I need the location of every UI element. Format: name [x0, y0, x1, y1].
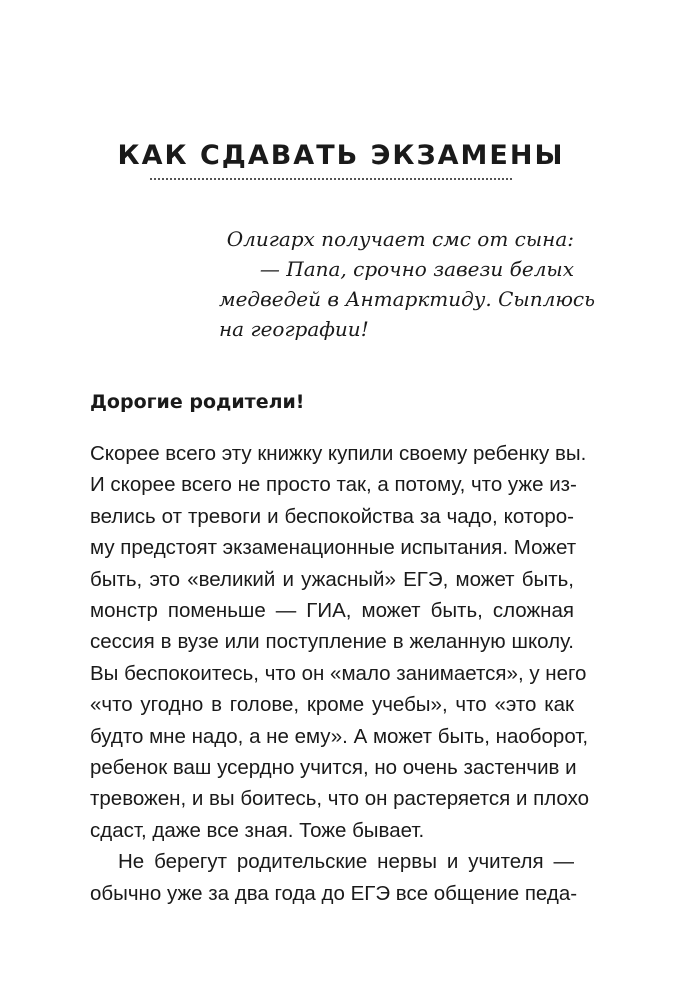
epigraph-line: медведей в Антарктиду. Сыплюсь	[219, 287, 596, 311]
body-text	[90, 438, 589, 909]
body-line: му предстоят экзаменационные испытания. Может	[90, 536, 577, 560]
body-line: тревожен, и вы боитесь, что он растеряется и плохо	[90, 787, 589, 811]
epigraph-line: — Папа, срочно завези белых	[259, 257, 574, 281]
epigraph-line: на географии!	[219, 317, 369, 341]
epigraph	[200, 224, 596, 344]
body-line: И скорее всего не просто так, а потому, что уже из-	[90, 473, 577, 497]
body-line: сдаст, даже все зная. Тоже бывает.	[90, 818, 425, 842]
greeting-heading: Дорогие родители!	[90, 391, 305, 413]
body-line: Скорее всего эту книжку купили своему ребенку вы.	[90, 442, 587, 465]
body-line: сессия в вузе или поступление в желанную школу.	[90, 630, 574, 654]
body-line: ребенок ваш усердно учится, но очень застенчив и	[90, 756, 577, 780]
body-line: «что угодно в голове, кроме учебы», что «это как	[90, 693, 574, 717]
body-line: обычно уже за два года до ЕГЭ все общение педа-	[90, 881, 578, 905]
chapter-title: КАК СДАВАТЬ ЭКЗАМЕНЫ	[117, 140, 565, 171]
body-line: Не берегут родительские нервы и учителя —	[118, 850, 574, 874]
body-line: велись от тревоги и беспокойства за чадо, которо-	[90, 504, 574, 528]
dotted-divider	[150, 178, 512, 180]
body-line: Вы беспокоитесь, что он «мало занимается», у него	[90, 661, 587, 685]
body-line: будто мне надо, а не ему». А может быть, наоборот,	[90, 724, 589, 748]
epigraph-line: Олигарх получает смс от сына:	[226, 227, 574, 251]
body-line: быть, это «великий и ужасный» ЕГЭ, может быть,	[90, 567, 574, 591]
body-line: монстр поменьше — ГИА, может быть, сложная	[90, 599, 574, 623]
